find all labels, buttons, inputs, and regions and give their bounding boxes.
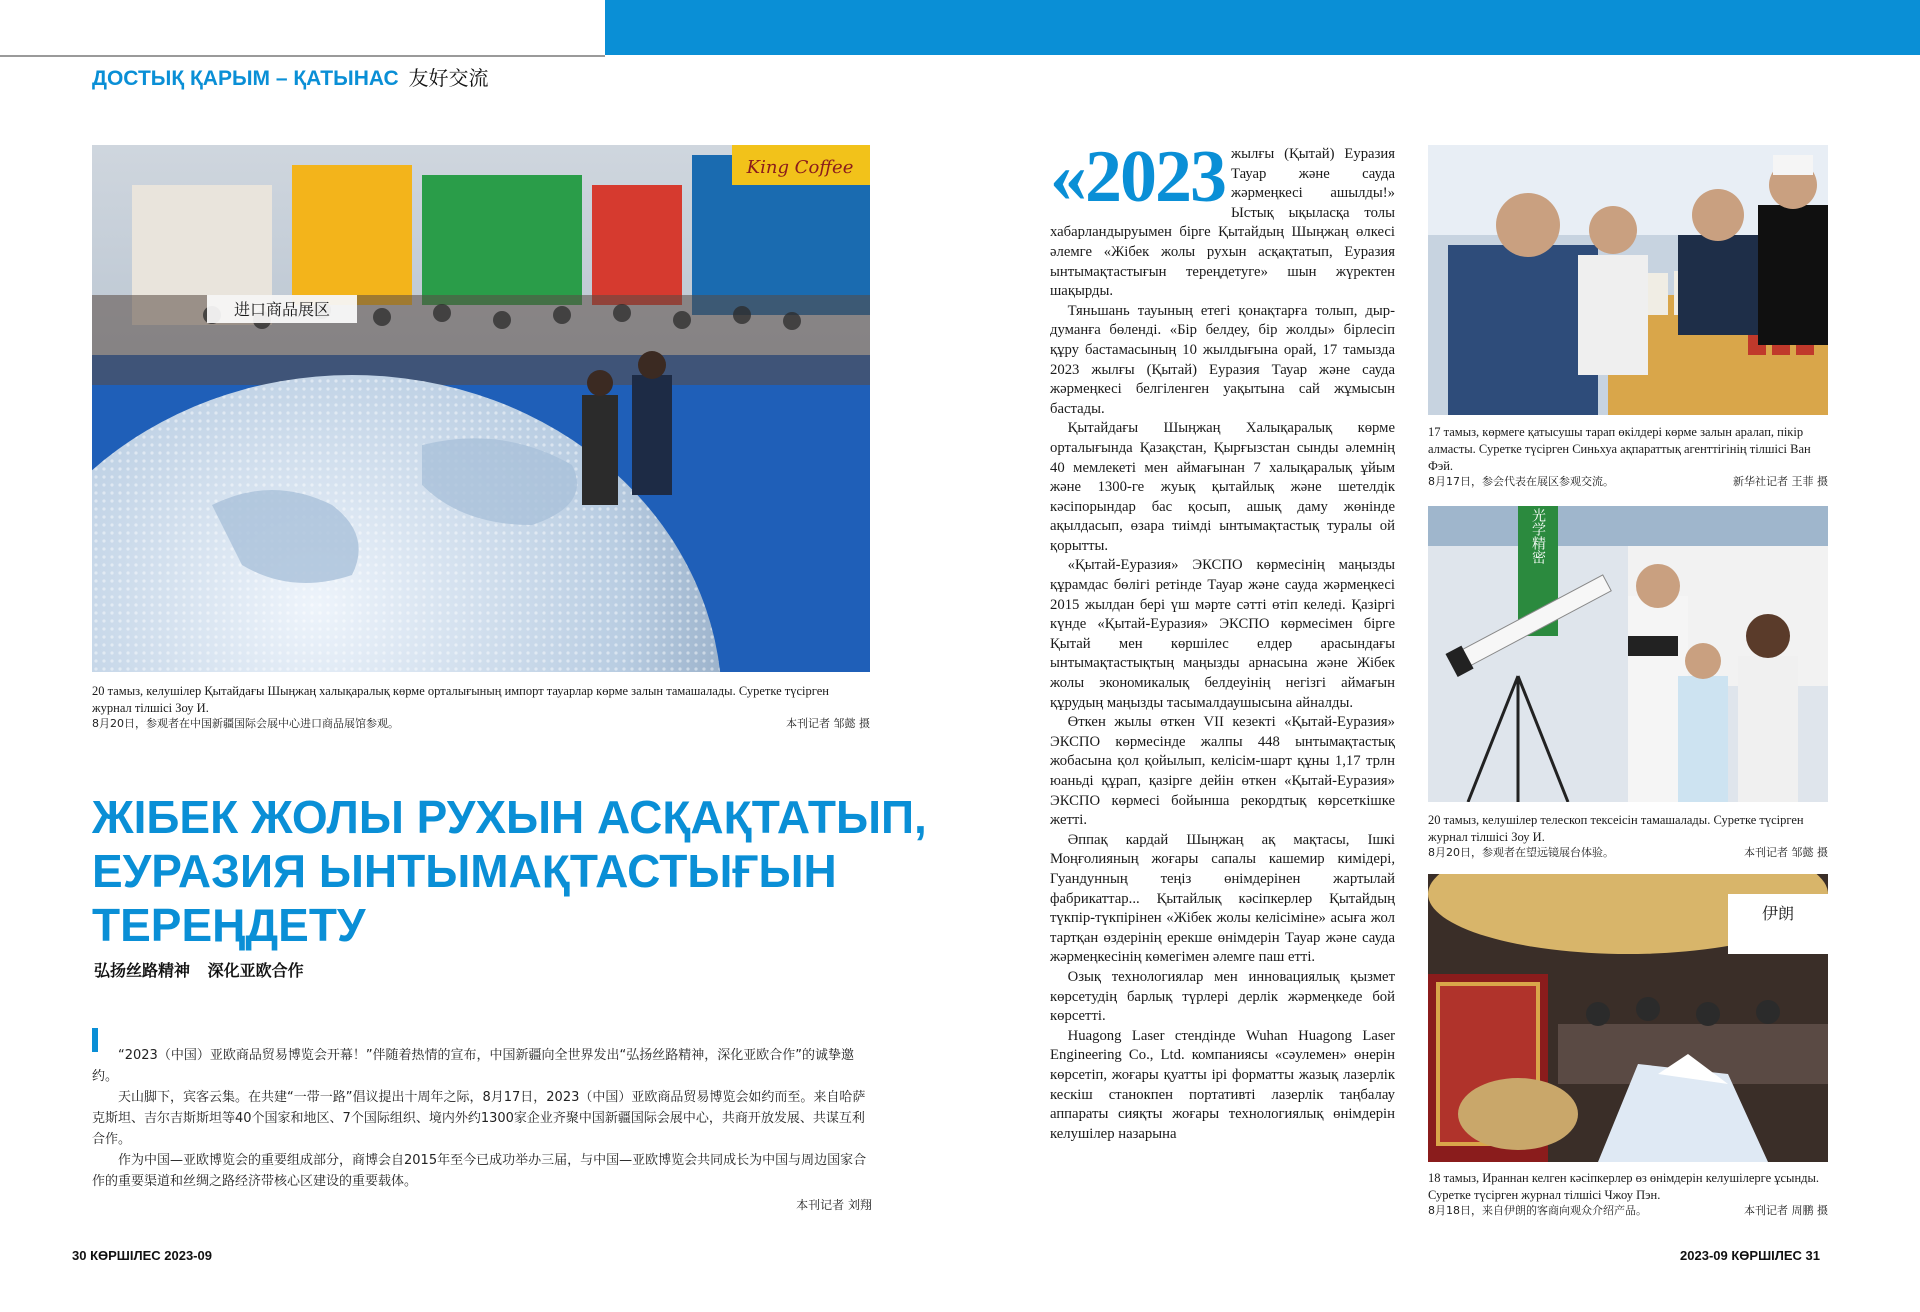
right-photo-2-credit: 本刊记者 邹懿 摄 — [1744, 846, 1828, 859]
zh-paragraph: “2023（中国）亚欧商品贸易博览会开幕！”伴随着热情的宣布，中国新疆向全世界发出“弘扬丝路精神，深化亚欧合作”的诚挚邀约。 — [92, 1048, 855, 1084]
right-photo-3-caption-zh-row — [1428, 1203, 1828, 1219]
section-label-kz: ДОСТЫҚ ҚАРЫМ – ҚАТЫНАС — [92, 67, 399, 90]
right-photo-1-credit: 新华社记者 王菲 摄 — [1733, 475, 1828, 488]
right-photo-3-caption: 18 тамыз, Ираннан келген кәсіпкерлер өз өнімдерін келушілерге ұсынды. Суретке түсірген журнал тілшісі Чжоу Пэн. — [1428, 1171, 1820, 1202]
right-photo-2 — [1428, 506, 1828, 802]
photo-sign-iran: 伊朗 — [1761, 904, 1795, 923]
right-photo-2-caption-zh: 8月20日，参观者在望远镜展台体验。 — [1428, 846, 1614, 859]
footer-left: 30 КӨРШІЛЕС 2023-09 — [72, 1248, 212, 1263]
main-photo-caption: 20 тамыз, келушілер Қытайдағы Шыңжаң халықаралық көрме орталығының импорт тауарлар көрме залын тамашалады. Суретке түсірген журнал тілшісі Зоу И. — [92, 684, 829, 715]
kz-paragraph-first-text: жылғы (Қытай) Еуразия Тауар және сауда жәрмеңкесі ашылды!» Ыстық ықыласқа толы хабарландыруымен бірге Қытайдың Шыңжаң өлкесі әлемге «Жібек жолы рухын асқақтатып, Еуразия ынтымақтастығын тереңдетуге» шын жүректен шақырды. — [1050, 146, 1395, 300]
zh-paragraph: 作为中国—亚欧博览会的重要组成部分，商博会自2015年至今已成功举办三届，与中国—亚欧博览会共同成长为中国与周边国家合作的重要渠道和丝绸之路经济带核心区建设的重要载体。 — [92, 1153, 867, 1189]
footer-right: 2023-09 КӨРШІЛЕС 31 — [1680, 1248, 1820, 1263]
zh-paragraph: 天山脚下，宾客云集。在共建“一带一路”倡议提出十周年之际，8月17日，2023（中国）亚欧商品贸易博览会如约而至。来自哈萨克斯坦、吉尔吉斯斯坦等40个国家和地区、7个国际组织、境内外约1300家企业齐聚中国新疆国际会展中心，共商开放发展、共谋互利合作。 — [92, 1090, 866, 1147]
section-label — [92, 62, 489, 91]
header-blue-bar — [605, 0, 1920, 55]
right-photo-3-credit: 本刊记者 周鹏 摄 — [1744, 1204, 1828, 1217]
kz-paragraph: Тяньшань тауының етегі қонақтарға толып, дыр-думанға бөленді. «Бір белдеу, бір жолды» бірлесіп құру бастамасының 10 жылдығына орай, 17 тамызда 2023 жылғы (Қытай) Еуразия Тауар және сауда жәрмеңкесі белгіленген уақытына сай жұмысын бастады. — [1050, 302, 1395, 417]
kz-paragraph: Өткен жылы өткен VII кезекті «Қытай-Еуразия» ЭКСПО көрмесінде жалпы 448 ынтымақтастық жобасына қол қойылып, келісім-шарт құны 1,17 трлн юаньді құрап, қазірге дейін өткен «Қытай-Еуразия» ЭКСПО көрмесі бойынша рекордтық көрсеткішке жетті. — [1050, 714, 1395, 829]
photo-sign-import: 进口商品展区 — [233, 300, 331, 319]
right-photo-3 — [1428, 874, 1828, 1162]
photo-sign-coffee: King Coffee — [746, 157, 854, 178]
right-photo-3-caption-zh: 8月18日，来自伊朗的客商向观众介绍产品。 — [1428, 1204, 1647, 1217]
article-headline — [92, 790, 927, 952]
kz-article-body — [1050, 136, 1395, 1144]
main-photo-credit: 本刊记者 邹懿 摄 — [786, 717, 870, 730]
zh-article-signature: 本刊记者 刘翔 — [796, 1198, 872, 1212]
dropcap: «2023 — [1050, 136, 1225, 218]
headline-line-2: ЕУРАЗИЯ ЫНТЫМАҚТАСТЫҒЫН — [92, 845, 837, 897]
header-rule — [0, 55, 605, 57]
main-photo-caption-zh: 8月20日，参观者在中国新疆国际会展中心进口商品展馆参观。 — [92, 717, 399, 730]
photo-sign-optics: 光学精密 — [1530, 508, 1546, 564]
right-photo-1-caption: 17 тамыз, көрмеге қатысушы тарап өкілдері көрме залын аралап, пікір алмасты. Суретке түсірген Синьхуа ақпараттық агенттігінің тілшісі Ван Фэй. — [1428, 425, 1811, 473]
section-label-zh: 友好交流 — [408, 68, 489, 90]
headline-line-3: ТЕРЕҢДЕТУ — [92, 899, 366, 951]
right-photo-1 — [1428, 145, 1828, 415]
kz-paragraph: Әппақ кардай Шыңжаң ақ мақтасы, Ішкі Моңғолияның жоғары сапалы кашемир кимідері, Гуандунның теңіз өнімдерінен жартылай фабрикаттар... Қытайлық кәсіпкерлер Қытайдың түкпір-түкпірінен «Жібек жолы келісіміне» асыға жол тартқан өздерінің ерекше өнімдерін Тауар және сауда жәрмеңкесінің көмегімен әлемге паш етті. — [1050, 831, 1395, 966]
kz-paragraph-first — [1050, 136, 1395, 302]
right-photo-2-caption-zh-row — [1428, 845, 1828, 861]
right-photo-2-caption: 20 тамыз, келушілер телескоп тексеісін тамашалады. Суретке түсірген журнал тілшісі Зоу И. — [1428, 813, 1804, 844]
kz-paragraph: «Қытай-Еуразия» ЭКСПО көрмесінің маңызды құрамдас бөлігі ретінде Тауар және сауда жәрмеңкесі 2015 жылдан бері үш мәрте сәтті өтіп келеді. Қазіргі күнде «Қытай-Еуразия» ЭКСПО көрмесімен бірге Қытай мен көршілес елдер арасындағы ынтымақтастықтың маңызды арнасына және Жібек жолы экономикалық белдеуінің негізгі аймағын құрудың маңызды тасымалдаушысына айналды. — [1050, 557, 1395, 711]
right-photo-1-caption-zh: 8月17日，参会代表在展区参观交流。 — [1428, 475, 1614, 488]
main-photo-caption-zh-row — [92, 716, 870, 732]
main-photo — [92, 145, 870, 672]
headline-subtitle-zh: 弘扬丝路精神 深化亚欧合作 — [94, 961, 304, 980]
right-photo-1-caption-zh-row — [1428, 474, 1828, 490]
headline-line-1: ЖІБЕК ЖОЛЫ РУХЫН АСҚАҚТАТЫП, — [92, 791, 927, 843]
zh-article-body — [92, 1045, 872, 1192]
kz-paragraph: Huagong Laser стендінде Wuhan Huagong Laser Engineering Co., Ltd. компаниясы «сәулемен» өнерін көрсетіп, жоғары қуатты ірі форматты жазық лазерлік кескіш станокпен портативті лазерлік таңбалау аппараты сияқты жоғары технологиялық өнімдерін келушілер назарына — [1050, 1027, 1395, 1142]
kz-paragraph: Озық технологиялар мен инновациялық қызмет көрсетудің барлық түрлері дерлік жәрмеңкеде бой көрсетті. — [1050, 968, 1395, 1025]
kz-paragraph: Қытайдағы Шыңжаң Халықаралық көрме орталығында Қазақстан, Қырғызстан сынды әлемнің 40 мемлекеті мен аймағынан 7 халықаралық ұйым және 1300-ге жуық қытайлық және шетелдік кәсіпорындар бас қосып, ашық даму жөнінде ақылдасып, өзара тиімді ынтымақтастық туралы ой қорытты. — [1050, 420, 1395, 554]
